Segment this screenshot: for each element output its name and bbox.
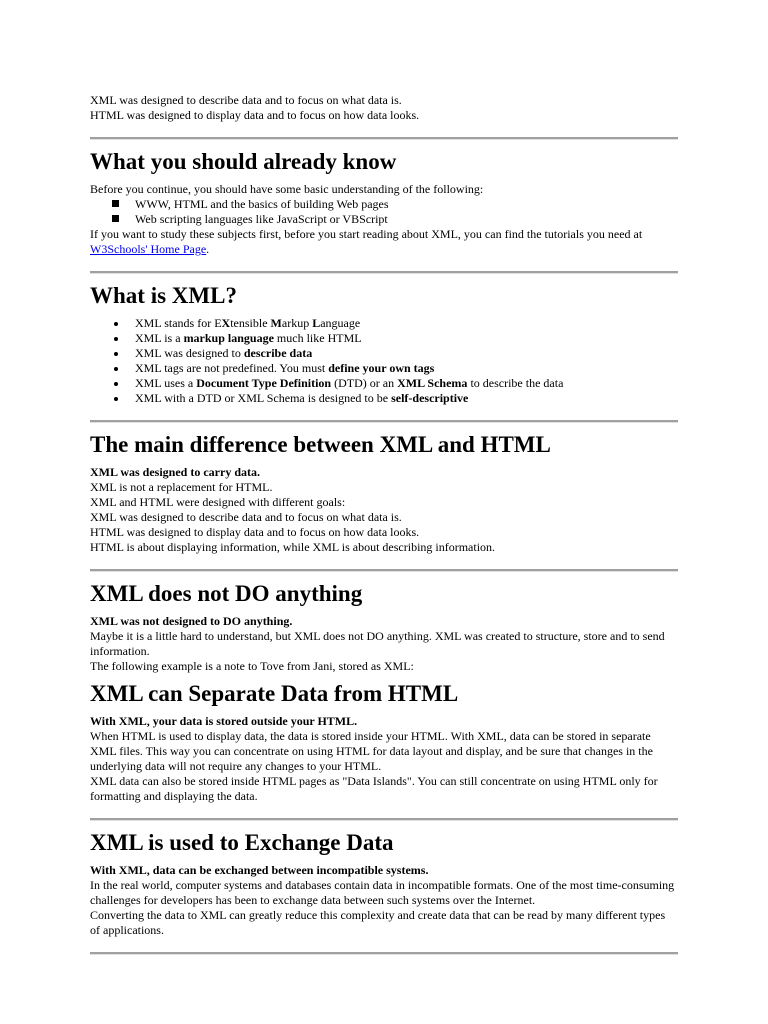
disc-bullet-icon	[114, 352, 118, 356]
intro-line-2: HTML was designed to display data and to focus on how data looks.	[90, 108, 420, 122]
divider	[90, 952, 678, 955]
heading-separate-data: XML can Separate Data from HTML	[90, 681, 459, 706]
diff-line: HTML is about displaying information, while XML is about describing information.	[90, 540, 496, 554]
divider	[90, 818, 678, 821]
divider	[90, 137, 678, 140]
what-list	[90, 316, 678, 406]
nothing-para: Maybe it is a little hard to understand, but XML does not DO anything. XML was created to structure, store and to send information.	[90, 629, 665, 658]
heading-what-is-xml: What is XML?	[90, 283, 237, 308]
diff-line: XML was designed to describe data and to focus on what data is.	[90, 510, 402, 524]
list-item: XML stands for EXtensible Markup Language	[90, 316, 678, 331]
heading-what-you-should-know: What you should already know	[90, 149, 397, 174]
nothing-line: The following example is a note to Tove from Jani, stored as XML:	[90, 659, 414, 673]
list-item: XML is a markup language much like HTML	[90, 331, 678, 346]
list-item: WWW, HTML and the basics of building Web pages	[90, 197, 678, 212]
list-item: XML was designed to describe data	[90, 346, 678, 361]
know-list	[90, 197, 678, 227]
diff-line: XML and HTML were designed with different goals:	[90, 495, 346, 509]
w3schools-home-link[interactable]: W3Schools' Home Page	[90, 242, 207, 256]
disc-bullet-icon	[114, 337, 118, 341]
separate-para-2: XML data can also be stored inside HTML pages as "Data Islands". You can still concentrate on using HTML only for formatting and displaying the data.	[90, 774, 658, 803]
intro-line-1: XML was designed to describe data and to focus on what data is.	[90, 93, 402, 107]
exchange-para-1: In the real world, computer systems and databases contain data in incompatible formats. One of the most time-consuming challenges for developers has been to exchange data between such systems over the Internet.	[90, 878, 675, 907]
heading-main-difference: The main difference between XML and HTML	[90, 432, 551, 457]
list-item: XML tags are not predefined. You must define your own tags	[90, 361, 678, 376]
disc-bullet-icon	[114, 397, 118, 401]
separate-para-1: When HTML is used to display data, the data is stored inside your HTML. With XML, data can be stored in separate XML files. This way you can concentrate on using HTML for data layout and display, and be sure that changes in the underlying data will not require any changes to your HTML.	[90, 729, 653, 773]
heading-does-not-do-anything: XML does not DO anything	[90, 581, 363, 606]
square-bullet-icon	[112, 200, 119, 207]
disc-bullet-icon	[114, 382, 118, 386]
list-item: XML uses a Document Type Definition (DTD) or an XML Schema to describe the data	[90, 376, 678, 391]
divider	[90, 271, 678, 274]
list-item: XML with a DTD or XML Schema is designed to be self-descriptive	[90, 391, 678, 406]
diff-line: XML is not a replacement for HTML.	[90, 480, 273, 494]
diff-bold: XML was designed to carry data.	[90, 465, 260, 479]
nothing-bold: XML was not designed to DO anything.	[90, 614, 293, 628]
disc-bullet-icon	[114, 322, 118, 326]
list-item: Web scripting languages like JavaScript or VBScript	[90, 212, 678, 227]
square-bullet-icon	[112, 215, 119, 222]
diff-line: HTML was designed to display data and to focus on how data looks.	[90, 525, 420, 539]
divider	[90, 420, 678, 423]
divider	[90, 569, 678, 572]
heading-exchange-data: XML is used to Exchange Data	[90, 830, 394, 855]
know-lead: Before you continue, you should have some basic understanding of the following:	[90, 182, 484, 196]
know-after: If you want to study these subjects first, before you start reading about XML, you can find the tutorials you need at W3Schools' Home Page.	[90, 227, 643, 256]
exchange-para-2: Converting the data to XML can greatly reduce this complexity and create data that can be read by many different types of applications.	[90, 908, 666, 937]
disc-bullet-icon	[114, 367, 118, 371]
separate-bold: With XML, your data is stored outside your HTML.	[90, 714, 358, 728]
exchange-bold: With XML, data can be exchanged between incompatible systems.	[90, 863, 429, 877]
